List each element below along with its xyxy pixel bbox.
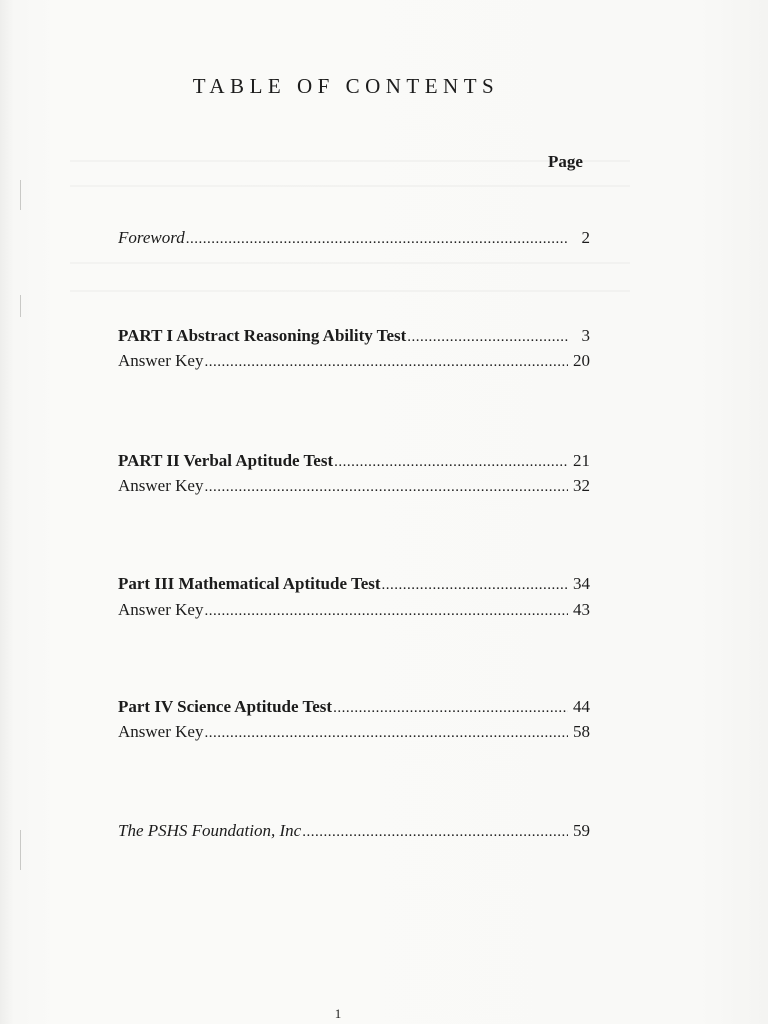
dot-leader: [203, 351, 568, 372]
toc-entry-label: The PSHS Foundation, Inc: [118, 821, 302, 840]
toc-entry-page: 34: [573, 574, 590, 593]
scan-edge-mark: [20, 180, 21, 210]
dot-leader: [406, 326, 568, 347]
toc-entry-page: 58: [573, 722, 590, 741]
toc-title: TABLE OF CONTENTS: [192, 74, 500, 98]
toc-entry-answer-key-3[interactable]: [118, 599, 590, 621]
toc-entry-page: 44: [573, 697, 590, 716]
dot-leader: [332, 697, 568, 718]
toc-entry-label: Part IV Science Aptitude Test: [118, 697, 333, 716]
toc-entry-part-2[interactable]: [118, 450, 590, 472]
toc-entry-part-4[interactable]: [118, 696, 590, 718]
toc-entry-label: Part III Mathematical Aptitude Test: [118, 574, 381, 593]
bleed-through-line: [70, 290, 630, 292]
scan-edge-mark: [20, 830, 21, 870]
dot-leader: [381, 574, 568, 595]
toc-entry-page: 21: [573, 451, 590, 470]
page-number: 1: [334, 1006, 342, 1021]
toc-entry-page: 20: [573, 351, 590, 370]
dot-leader: [185, 228, 568, 249]
dot-leader: [203, 476, 568, 497]
toc-entry-answer-key-1[interactable]: [118, 350, 590, 372]
toc-entry-page: 2: [581, 228, 590, 247]
toc-entry-page: 32: [573, 476, 590, 495]
scan-edge-mark: [20, 295, 21, 317]
toc-entry-page: 43: [573, 600, 590, 619]
toc-entry-label: Foreword: [118, 228, 185, 247]
toc-entry-label: PART II Verbal Aptitude Test: [118, 451, 334, 470]
toc-entry-answer-key-4[interactable]: [118, 721, 590, 743]
toc-entry-label: Answer Key: [118, 476, 204, 495]
toc-entry-label: Answer Key: [118, 600, 204, 619]
toc-entry-page: 59: [573, 821, 590, 840]
toc-entry-foreword[interactable]: [118, 227, 590, 249]
toc-entry-part-1[interactable]: [118, 325, 590, 347]
bleed-through-line: [70, 262, 630, 264]
dot-leader: [301, 821, 568, 842]
dot-leader: [333, 451, 568, 472]
toc-entry-page: 3: [581, 326, 590, 345]
page-column-label: Page: [548, 152, 583, 171]
toc-entry-foundation[interactable]: [118, 820, 590, 842]
dot-leader: [203, 600, 568, 621]
toc-entry-part-3[interactable]: [118, 573, 590, 595]
toc-entry-label: Answer Key: [118, 351, 204, 370]
bleed-through-line: [70, 160, 630, 162]
toc-entry-label: PART I Abstract Reasoning Ability Test: [118, 326, 407, 345]
bleed-through-line: [70, 185, 630, 187]
dot-leader: [203, 722, 568, 743]
toc-entry-answer-key-2[interactable]: [118, 475, 590, 497]
toc-entry-label: Answer Key: [118, 722, 204, 741]
